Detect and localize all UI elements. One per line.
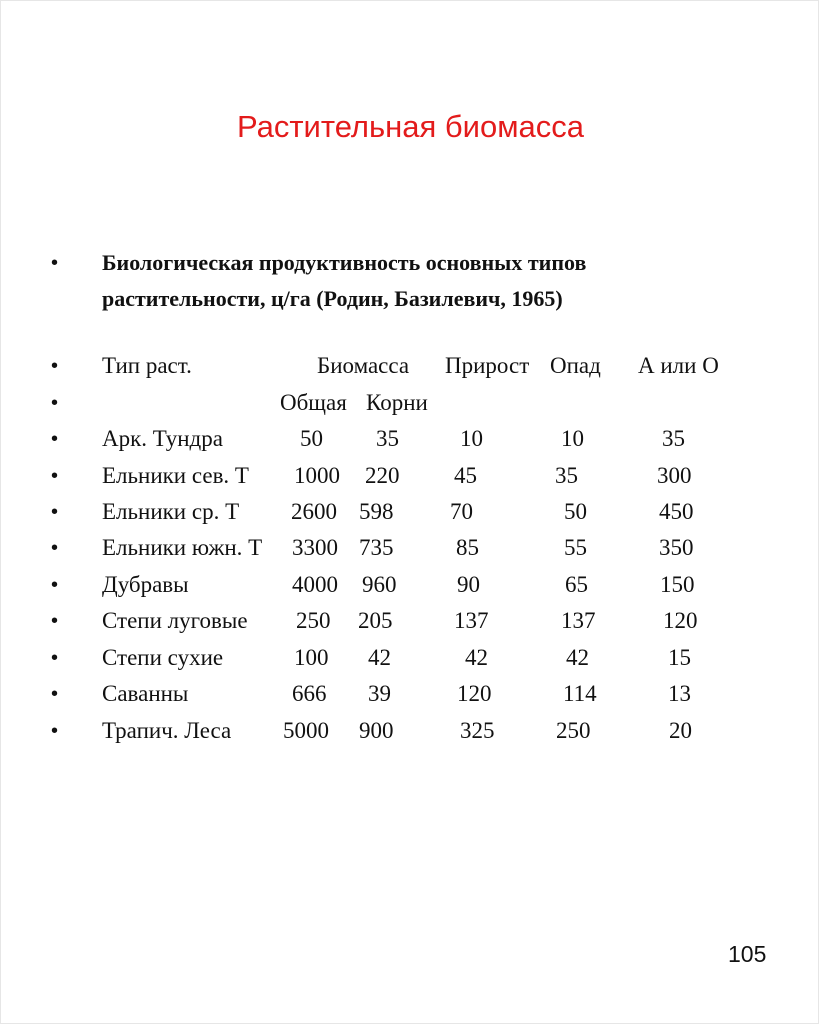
table-header-row: [1, 348, 819, 384]
row-roots: 220: [365, 463, 400, 488]
row-a-or-o: 20: [669, 718, 692, 743]
row-growth: 137: [454, 608, 489, 633]
header-type: Тип раст.: [102, 353, 192, 378]
row-total: 5000: [283, 718, 329, 743]
row-total: 3300: [292, 535, 338, 560]
table-subheader-row: [1, 385, 819, 421]
table-row: [1, 421, 819, 457]
row-total: 2600: [291, 499, 337, 524]
row-growth: 45: [454, 463, 477, 488]
intro-line-1: Биологическая продуктивность основных типов: [102, 250, 587, 275]
bullet: •: [51, 574, 59, 596]
bullet: •: [51, 647, 59, 669]
row-litter: 250: [556, 718, 591, 743]
row-growth: 42: [465, 645, 488, 670]
row-name: Степи сухие: [102, 645, 224, 670]
row-name: Ельники ср. Т: [102, 499, 240, 524]
row-roots: 35: [376, 426, 399, 451]
row-growth: 70: [450, 499, 473, 524]
header-biomass: Биомасса: [317, 353, 410, 378]
row-name: Степи луговые: [102, 608, 248, 633]
row-litter: 10: [561, 426, 584, 451]
intro-line-2: растительности, ц/га (Родин, Базилевич, 1965): [102, 286, 563, 311]
row-name: Саванны: [102, 681, 189, 706]
header-growth: Прирост: [445, 353, 530, 378]
row-name: Арк. Тундра: [102, 426, 223, 451]
row-total: 666: [292, 681, 327, 706]
row-a-or-o: 35: [662, 426, 685, 451]
bullet: •: [51, 252, 59, 274]
row-total: 4000: [292, 572, 338, 597]
row-total: 250: [296, 608, 331, 633]
header-roots: Корни: [366, 390, 428, 415]
row-litter: 137: [561, 608, 596, 633]
bullet: •: [51, 720, 59, 742]
row-roots: 900: [359, 718, 394, 743]
row-name: Дубравы: [102, 572, 189, 597]
row-name: Трапич. Леса: [102, 718, 232, 743]
row-growth: 325: [460, 718, 495, 743]
row-a-or-o: 150: [660, 572, 695, 597]
table-row: [1, 567, 819, 603]
bullet: •: [51, 465, 59, 487]
row-a-or-o: 300: [657, 463, 692, 488]
row-total: 50: [300, 426, 323, 451]
bullet: •: [51, 683, 59, 705]
row-roots: 735: [359, 535, 394, 560]
table-row: [1, 676, 819, 712]
row-roots: 39: [368, 681, 391, 706]
table-row: [1, 530, 819, 566]
bullet: •: [51, 428, 59, 450]
table-row: [1, 603, 819, 639]
row-litter: 55: [564, 535, 587, 560]
row-roots: 960: [362, 572, 397, 597]
table-row: [1, 458, 819, 494]
header-litter: Опад: [550, 353, 601, 378]
row-growth: 10: [460, 426, 483, 451]
row-a-or-o: 120: [663, 608, 698, 633]
slide-title: Растительная биомасса: [236, 109, 585, 144]
row-roots: 205: [358, 608, 393, 633]
header-a-or-o: А или О: [638, 353, 719, 378]
row-name: Ельники южн. Т: [102, 535, 263, 560]
row-litter: 65: [565, 572, 588, 597]
row-name: Ельники сев. Т: [102, 463, 249, 488]
row-a-or-o: 350: [659, 535, 694, 560]
intro-text: [102, 245, 742, 317]
row-roots: 42: [368, 645, 391, 670]
row-growth: 90: [457, 572, 480, 597]
row-litter: 42: [566, 645, 589, 670]
bullet: •: [51, 392, 59, 414]
row-roots: 598: [359, 499, 394, 524]
row-litter: 50: [564, 499, 587, 524]
row-a-or-o: 13: [668, 681, 691, 706]
row-total: 1000: [294, 463, 340, 488]
row-growth: 85: [456, 535, 479, 560]
row-total: 100: [294, 645, 329, 670]
header-total: Общая: [280, 390, 347, 415]
bullet: •: [51, 610, 59, 632]
row-litter: 114: [563, 681, 597, 706]
page-number: 105: [728, 941, 767, 967]
row-growth: 120: [457, 681, 492, 706]
bullet: •: [51, 537, 59, 559]
table-row: [1, 713, 819, 749]
row-litter: 35: [555, 463, 578, 488]
row-a-or-o: 15: [668, 645, 691, 670]
bullet: •: [51, 501, 59, 523]
table-row: [1, 640, 819, 676]
bullet: •: [51, 355, 59, 377]
row-a-or-o: 450: [659, 499, 694, 524]
table-row: [1, 494, 819, 530]
